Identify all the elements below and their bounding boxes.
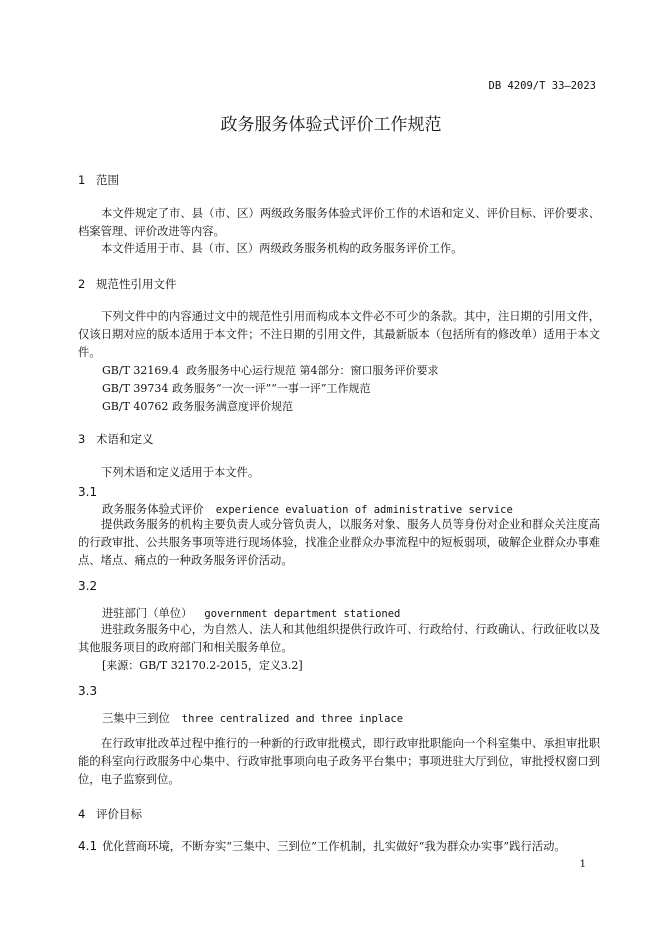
- section-2-paragraph-1: 下列文件中的内容通过文中的规范性引用而构成本文件必不可少的条款。其中，注日期的引用文件，仅该日期对应的版本适用于本文件；不注日期的引用文件，其最新版本（包括所有的修改单）适用于本文件。: [78, 310, 600, 359]
- term-english: experience evaluation of administrative service: [215, 504, 513, 516]
- reference-code: GB/T 32169.4: [102, 364, 179, 377]
- section-title: 评价目标: [96, 807, 142, 821]
- term-source: [来源：GB/T 32170.2-2015，定义3.2]: [102, 659, 303, 672]
- section-1-paragraph-1: 本文件规定了市、县（市、区）两级政务服务体验式评价工作的术语和定义、评价目标、评价要求、档案管理、评价改进等内容。: [78, 207, 600, 238]
- section-title: 术语和定义: [96, 432, 154, 446]
- section-number: 1: [78, 173, 86, 187]
- term-chinese: 政务服务体验式评价: [102, 503, 204, 516]
- section-number: 4: [78, 807, 86, 821]
- reference-item: [102, 398, 293, 414]
- section-4-heading: [78, 806, 142, 822]
- page-number: 1: [579, 859, 586, 870]
- section-title: 规范性引用文件: [96, 277, 177, 291]
- term-chinese: 进驻部门（单位）: [102, 607, 193, 620]
- section-title: 范围: [96, 173, 119, 187]
- section-number: 2: [78, 277, 86, 291]
- document-title: 政务服务体验式评价工作规范: [220, 115, 442, 135]
- reference-item: [102, 380, 371, 396]
- term-heading: [102, 605, 400, 621]
- reference-code: GB/T 40762: [102, 400, 169, 413]
- section-number: 3: [78, 432, 86, 446]
- clause-number: 4.1: [78, 839, 98, 853]
- term-number: 3.2: [78, 579, 98, 593]
- reference-title: 政务服务“一次一评”“一事一评”工作规范: [172, 382, 371, 395]
- term-chinese: 三集中三到位: [102, 712, 170, 725]
- document-number: DB 4209/T 33—2023: [488, 80, 596, 92]
- term-definition: 进驻政务服务中心，为自然人、法人和其他组织提供行政许可、行政给付、行政确认、行政征收以及其他服务项目的政府部门和相关服务单位。: [78, 623, 600, 654]
- section-1-heading: [78, 172, 119, 188]
- section-3-paragraph-1: 下列术语和定义适用于本文件。: [101, 466, 260, 479]
- section-2-heading: [78, 276, 177, 292]
- term-number: 3.1: [78, 485, 98, 499]
- term-english: government department stationed: [204, 608, 401, 620]
- term-heading: [102, 710, 403, 726]
- term-english: three centralized and three inplace: [181, 713, 404, 725]
- reference-title: 政务服务中心运行规范 第4部分：窗口服务评价要求: [186, 364, 439, 377]
- section-1-paragraph-2: 本文件适用于市、县（市、区）两级政务服务机构的政务服务评价工作。: [101, 242, 463, 255]
- reference-code: GB/T 39734: [102, 382, 169, 395]
- reference-title: 政务服务满意度评价规范: [172, 400, 293, 413]
- section-3-heading: [78, 431, 154, 447]
- term-definition: 提供政务服务的机构主要负责人或分管负责人，以服务对象、服务人员等身份对企业和群众关注度高的行政审批、公共服务事项等进行现场体验，找准企业群众办事流程中的短板弱项，破解企业群众办事难点、堵点、痛点的一种政务服务评价活动。: [78, 518, 600, 567]
- term-number: 3.3: [78, 684, 98, 698]
- clause-text: 优化营商环境，不断夯实“三集中、三到位”工作机制，扎实做好“我为群众办实事”践行活动。: [102, 840, 566, 853]
- reference-item: [102, 362, 439, 378]
- term-definition: 在行政审批改革过程中推行的一种新的行政审批模式，即行政审批职能向一个科室集中、承担审批职能的科室向行政服务中心集中、行政审批事项向电子政务平台集中；事项进驻大厅到位，审批授权窗口到位，电子监察到位。: [78, 737, 600, 786]
- clause-4-1: [78, 838, 566, 854]
- term-heading: [102, 501, 513, 517]
